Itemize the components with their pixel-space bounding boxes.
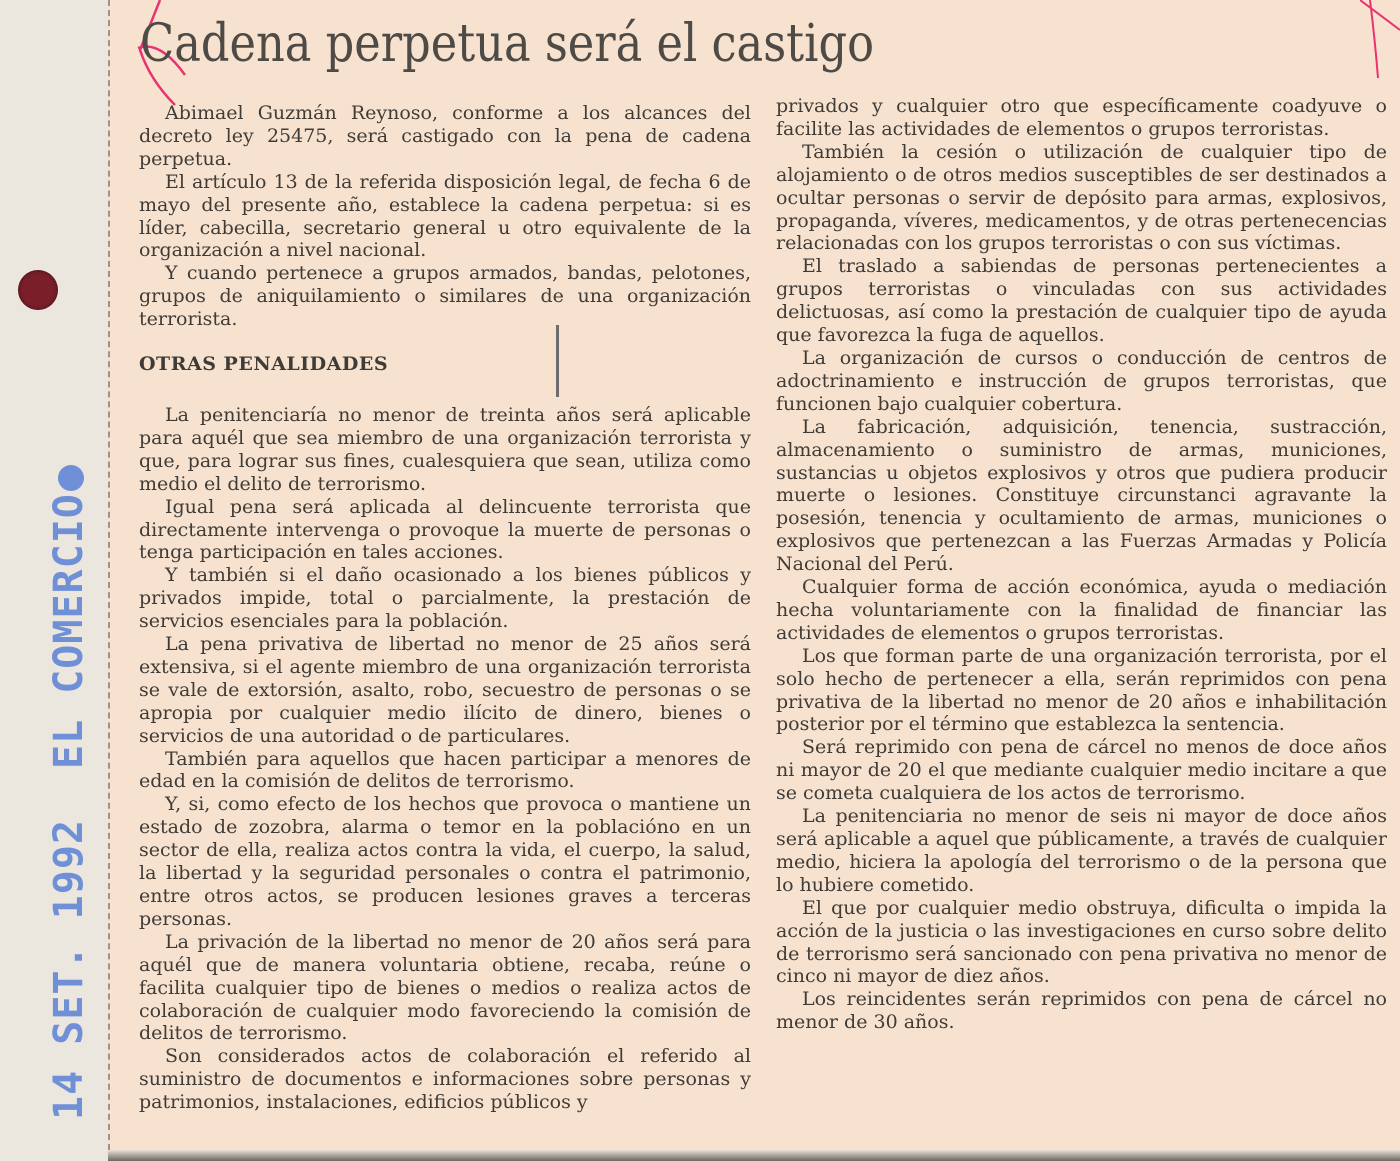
intro-paragraph: El artículo 13 de la referida disposición legal, de fecha 6 de mayo del presente año, establece la cadena perpetua: si es líder, cabecilla, secretario general u otro equivalente de la organización a nivel nacional. [139, 170, 751, 262]
paragraph: Los que forman parte de una organización terrorista, por el solo hecho de pertenecer a ella, serán reprimidos con pena privativa de la libertad no menor de 20 años e inhabilitación posterior por el término que establezca la sentencia. [776, 644, 1387, 736]
paragraph: Cualquier forma de acción económica, ayuda o mediación hecha voluntariamente con la finalidad de financiar las actividades de elementos o grupos terroristas. [776, 576, 1387, 644]
paragraph: Y también si el daño ocasionado a los bienes públicos y privados impide, total o parcialmente, la prestación de servicios esenciales para la población. [139, 564, 751, 633]
left-column [139, 102, 751, 1114]
paragraph: El traslado a sabiendas de personas pertenecientes a grupos terroristas o vinculadas con sus actividades delictuosas, así como la prestación de cualquier tipo de ayuda que favorezca la fuga de aquellos. [776, 255, 1387, 347]
paragraph: La penitenciaría no menor de treinta años será aplicable para aquél que sea miembro de una organización terrorista y que, para lograr sus fines, cualesquiera que sean, utiliza como medio el delito de terrorismo. [139, 403, 751, 495]
intro-paragraph: Abimael Guzmán Reynoso, conforme a los alcances del decreto ley 25475, será castigado con la pena de cadena perpetua. [139, 102, 751, 170]
subheading: OTRAS PENALIDADES [139, 353, 389, 376]
right-column [776, 95, 1387, 1034]
paragraph: También para aquellos que hacen participar a menores de edad en la comisión de delitos de terrorismo. [139, 747, 751, 793]
pen-mark-right-icon [1360, 0, 1400, 80]
clipping-bottom-edge [108, 1150, 1400, 1161]
paragraph: La pena privativa de libertad no menor de 25 años será extensiva, si el agente miembro de una organización terrorista se vale de extorsión, asalto, robo, secuestro de personas o se apropia por cualquier medio ilícito de dinero, bienes o servicios de una autoridad o de particulares. [139, 633, 751, 747]
headline: Cadena perpetua será el castigo [140, 14, 874, 74]
staple-mark [556, 325, 559, 397]
punch-hole [18, 270, 58, 310]
paragraph: Será reprimido con pena de cárcel no menos de doce años ni mayor de 20 el que mediante cualquier medio incitare a que se cometa cualquiera de los actos de terrorismo. [776, 736, 1387, 805]
paragraph: El que por cualquier medio obstruya, dificulta o impida la acción de la justicia o las investigaciones en curso sobre delito de terrorismo será sancionado con pena privativa no menor de cinco ni mayor de diez años. [776, 896, 1387, 988]
paragraph: Son considerados actos de colaboración el referido al suministro de documentos e informaciones sobre personas y patrimonios, instalaciones, edificios públicos y [139, 1045, 751, 1114]
paragraph: La organización de cursos o conducción de centros de adoctrinamiento e instrucción de grupos terroristas, que funcionen bajo cualquier cobertura. [776, 346, 1387, 415]
intro-paragraph: Y cuando pertenece a grupos armados, bandas, pelotones, grupos de aniquilamiento o similares de una organización terrorista. [139, 262, 751, 331]
continuation-paragraph: privados y cualquier otro que específicamente coadyuve o facilite las actividades de elementos o grupos terroristas. [776, 95, 1387, 140]
paragraph: La penitenciaria no menor de seis ni mayor de doce años será aplicable a aquel que públicamente, a través de cualquier medio, hiciera la apología del terrorismo o de la persona que lo hubiere cometido. [776, 805, 1387, 896]
date-stamp [46, 465, 92, 1120]
stamp-publication: EL COMERCIO [46, 493, 92, 770]
stamp-dot-icon [58, 465, 84, 491]
paragraph: La fabricación, adquisición, tenencia, sustracción, almacenamiento o suministro de armas, municiones, sustancias u objetos explosivos y otros que pudiera producir muerte o lesiones. Constituye circunstanci agravante la posesión, tenencia y ocultamiento de armas, municiones o explosivos que pertenezcan a las Fuerzas Armadas y Policía Nacional del Perú. [776, 415, 1387, 576]
paragraph: Igual pena será aplicada al delincuente terrorista que directamente intervenga o provoque la muerte de personas o tenga participación en tales acciones. [139, 495, 751, 564]
stamp-date: 14 SET. 1992 [46, 819, 92, 1120]
paragraph: También la cesión o utilización de cualquier tipo de alojamiento o de otros medios susceptibles de ser destinados a ocultar personas o servir de depósito para armas, explosivos, propaganda, víveres, medicamentos, y de otras pertenecencias relacionadas con los grupos terroristas o con sus víctimas. [776, 140, 1387, 255]
paragraph: La privación de la libertad no menor de 20 años será para aquél que de manera voluntaria obtiene, recaba, reúne o facilita cualquier tipo de bienes o medios o realiza actos de colaboración de cualquier modo favoreciendo la comisión de delitos de terrorismo. [139, 930, 751, 1045]
paragraph: Los reincidentes serán reprimidos con pena de cárcel no menor de 30 años. [776, 988, 1387, 1034]
paragraph: Y, si, como efecto de los hechos que provoca o mantiene un estado de zozobra, alarma o temor en la poblacióno en un sector de ella, realiza actos contra la vida, el cuerpo, la salud, la libertad y la seguridad personales o contra el patrimonio, entre otros actos, se producen lesiones graves a terceras personas. [139, 793, 751, 930]
